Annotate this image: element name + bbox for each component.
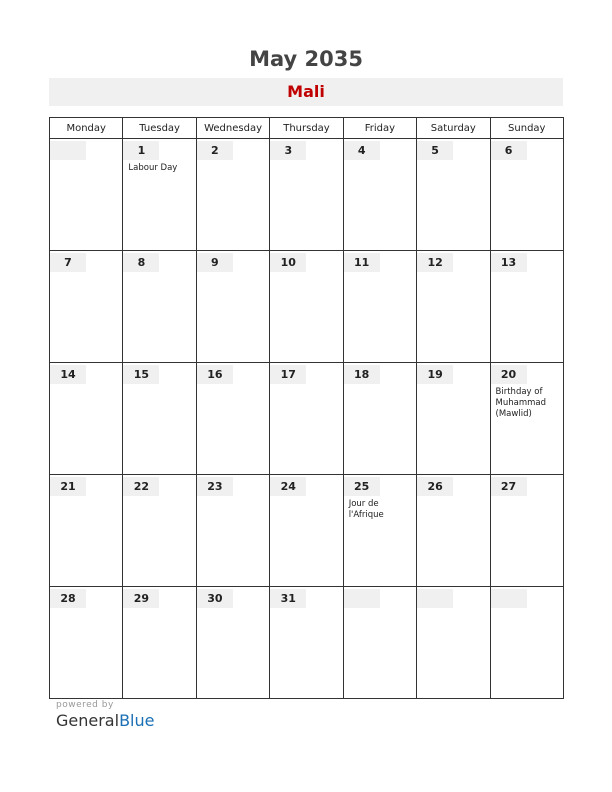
brand-blue-text: Blue [119, 711, 155, 730]
day-number: 6 [491, 141, 527, 160]
day-cell[interactable] [123, 587, 196, 699]
day-number: 5 [417, 141, 453, 160]
day-number: 13 [491, 253, 527, 272]
day-number: 4 [344, 141, 380, 160]
weekday-header: Wednesday [196, 118, 269, 139]
country-name: Mali [287, 82, 325, 101]
powered-by-text: powered by [56, 700, 114, 710]
day-cell[interactable] [196, 363, 269, 475]
day-number: 25 [344, 477, 380, 496]
day-number: 23 [197, 477, 233, 496]
day-number: 12 [417, 253, 453, 272]
day-number [50, 141, 86, 160]
day-number: 10 [270, 253, 306, 272]
day-cell[interactable] [123, 475, 196, 587]
day-cell[interactable] [343, 587, 416, 699]
week-row [50, 363, 564, 475]
day-cell[interactable] [123, 139, 196, 251]
footer [56, 700, 154, 730]
day-cell[interactable] [270, 363, 343, 475]
weekday-header: Sunday [490, 118, 563, 139]
day-cell[interactable] [417, 363, 490, 475]
week-row [50, 587, 564, 699]
day-cell[interactable] [50, 251, 123, 363]
day-number: 22 [123, 477, 159, 496]
day-number: 3 [270, 141, 306, 160]
day-cell[interactable] [417, 251, 490, 363]
day-cell[interactable] [270, 587, 343, 699]
day-number: 30 [197, 589, 233, 608]
day-cell[interactable] [123, 251, 196, 363]
day-cell[interactable] [196, 139, 269, 251]
calendar-title: May 2035 [249, 47, 363, 71]
day-number: 26 [417, 477, 453, 496]
day-number: 24 [270, 477, 306, 496]
day-number: 28 [50, 589, 86, 608]
day-number: 29 [123, 589, 159, 608]
day-cell[interactable] [50, 587, 123, 699]
weekday-header: Monday [50, 118, 123, 139]
calendar-grid [49, 117, 564, 699]
day-cell[interactable] [417, 587, 490, 699]
day-cell[interactable] [270, 139, 343, 251]
weekday-header: Thursday [270, 118, 343, 139]
day-number: 16 [197, 365, 233, 384]
week-row [50, 251, 564, 363]
brand-general-text: General [56, 711, 120, 730]
day-cell[interactable] [196, 587, 269, 699]
day-cell[interactable] [50, 363, 123, 475]
day-number: 27 [491, 477, 527, 496]
day-cell[interactable] [50, 475, 123, 587]
holiday-label: Labour Day [128, 163, 178, 173]
day-number [491, 589, 527, 608]
day-cell[interactable] [196, 251, 269, 363]
day-cell[interactable] [123, 363, 196, 475]
week-row [50, 139, 564, 251]
day-cell[interactable] [343, 475, 416, 587]
day-number: 21 [50, 477, 86, 496]
day-number [344, 589, 380, 608]
day-number: 2 [197, 141, 233, 160]
day-cell[interactable] [417, 475, 490, 587]
weekday-header: Friday [343, 118, 416, 139]
weekday-header: Saturday [417, 118, 490, 139]
day-number: 17 [270, 365, 306, 384]
week-row [50, 475, 564, 587]
day-cell[interactable] [490, 475, 563, 587]
day-cell[interactable] [490, 139, 563, 251]
day-number: 7 [50, 253, 86, 272]
day-cell[interactable] [343, 363, 416, 475]
holiday-label: Birthday of Muhammad (Mawlid) [495, 387, 547, 419]
day-cell[interactable] [196, 475, 269, 587]
country-bar [49, 78, 563, 106]
day-cell[interactable] [343, 139, 416, 251]
weekday-header-row [50, 118, 564, 139]
day-cell[interactable] [417, 139, 490, 251]
day-number: 20 [491, 365, 527, 384]
day-number [417, 589, 453, 608]
day-number: 18 [344, 365, 380, 384]
day-number: 8 [123, 253, 159, 272]
day-number: 31 [270, 589, 306, 608]
day-number: 19 [417, 365, 453, 384]
generalblue-logo[interactable] [56, 711, 154, 730]
day-cell[interactable] [490, 363, 563, 475]
day-number: 9 [197, 253, 233, 272]
day-cell[interactable] [50, 139, 123, 251]
day-cell[interactable] [270, 251, 343, 363]
day-cell[interactable] [270, 475, 343, 587]
day-cell[interactable] [490, 251, 563, 363]
weekday-header: Tuesday [123, 118, 196, 139]
day-number: 11 [344, 253, 380, 272]
day-cell[interactable] [343, 251, 416, 363]
day-cell[interactable] [490, 587, 563, 699]
day-number: 1 [123, 141, 159, 160]
day-number: 14 [50, 365, 86, 384]
day-number: 15 [123, 365, 159, 384]
holiday-label: Jour de l'Afrique [348, 499, 384, 520]
